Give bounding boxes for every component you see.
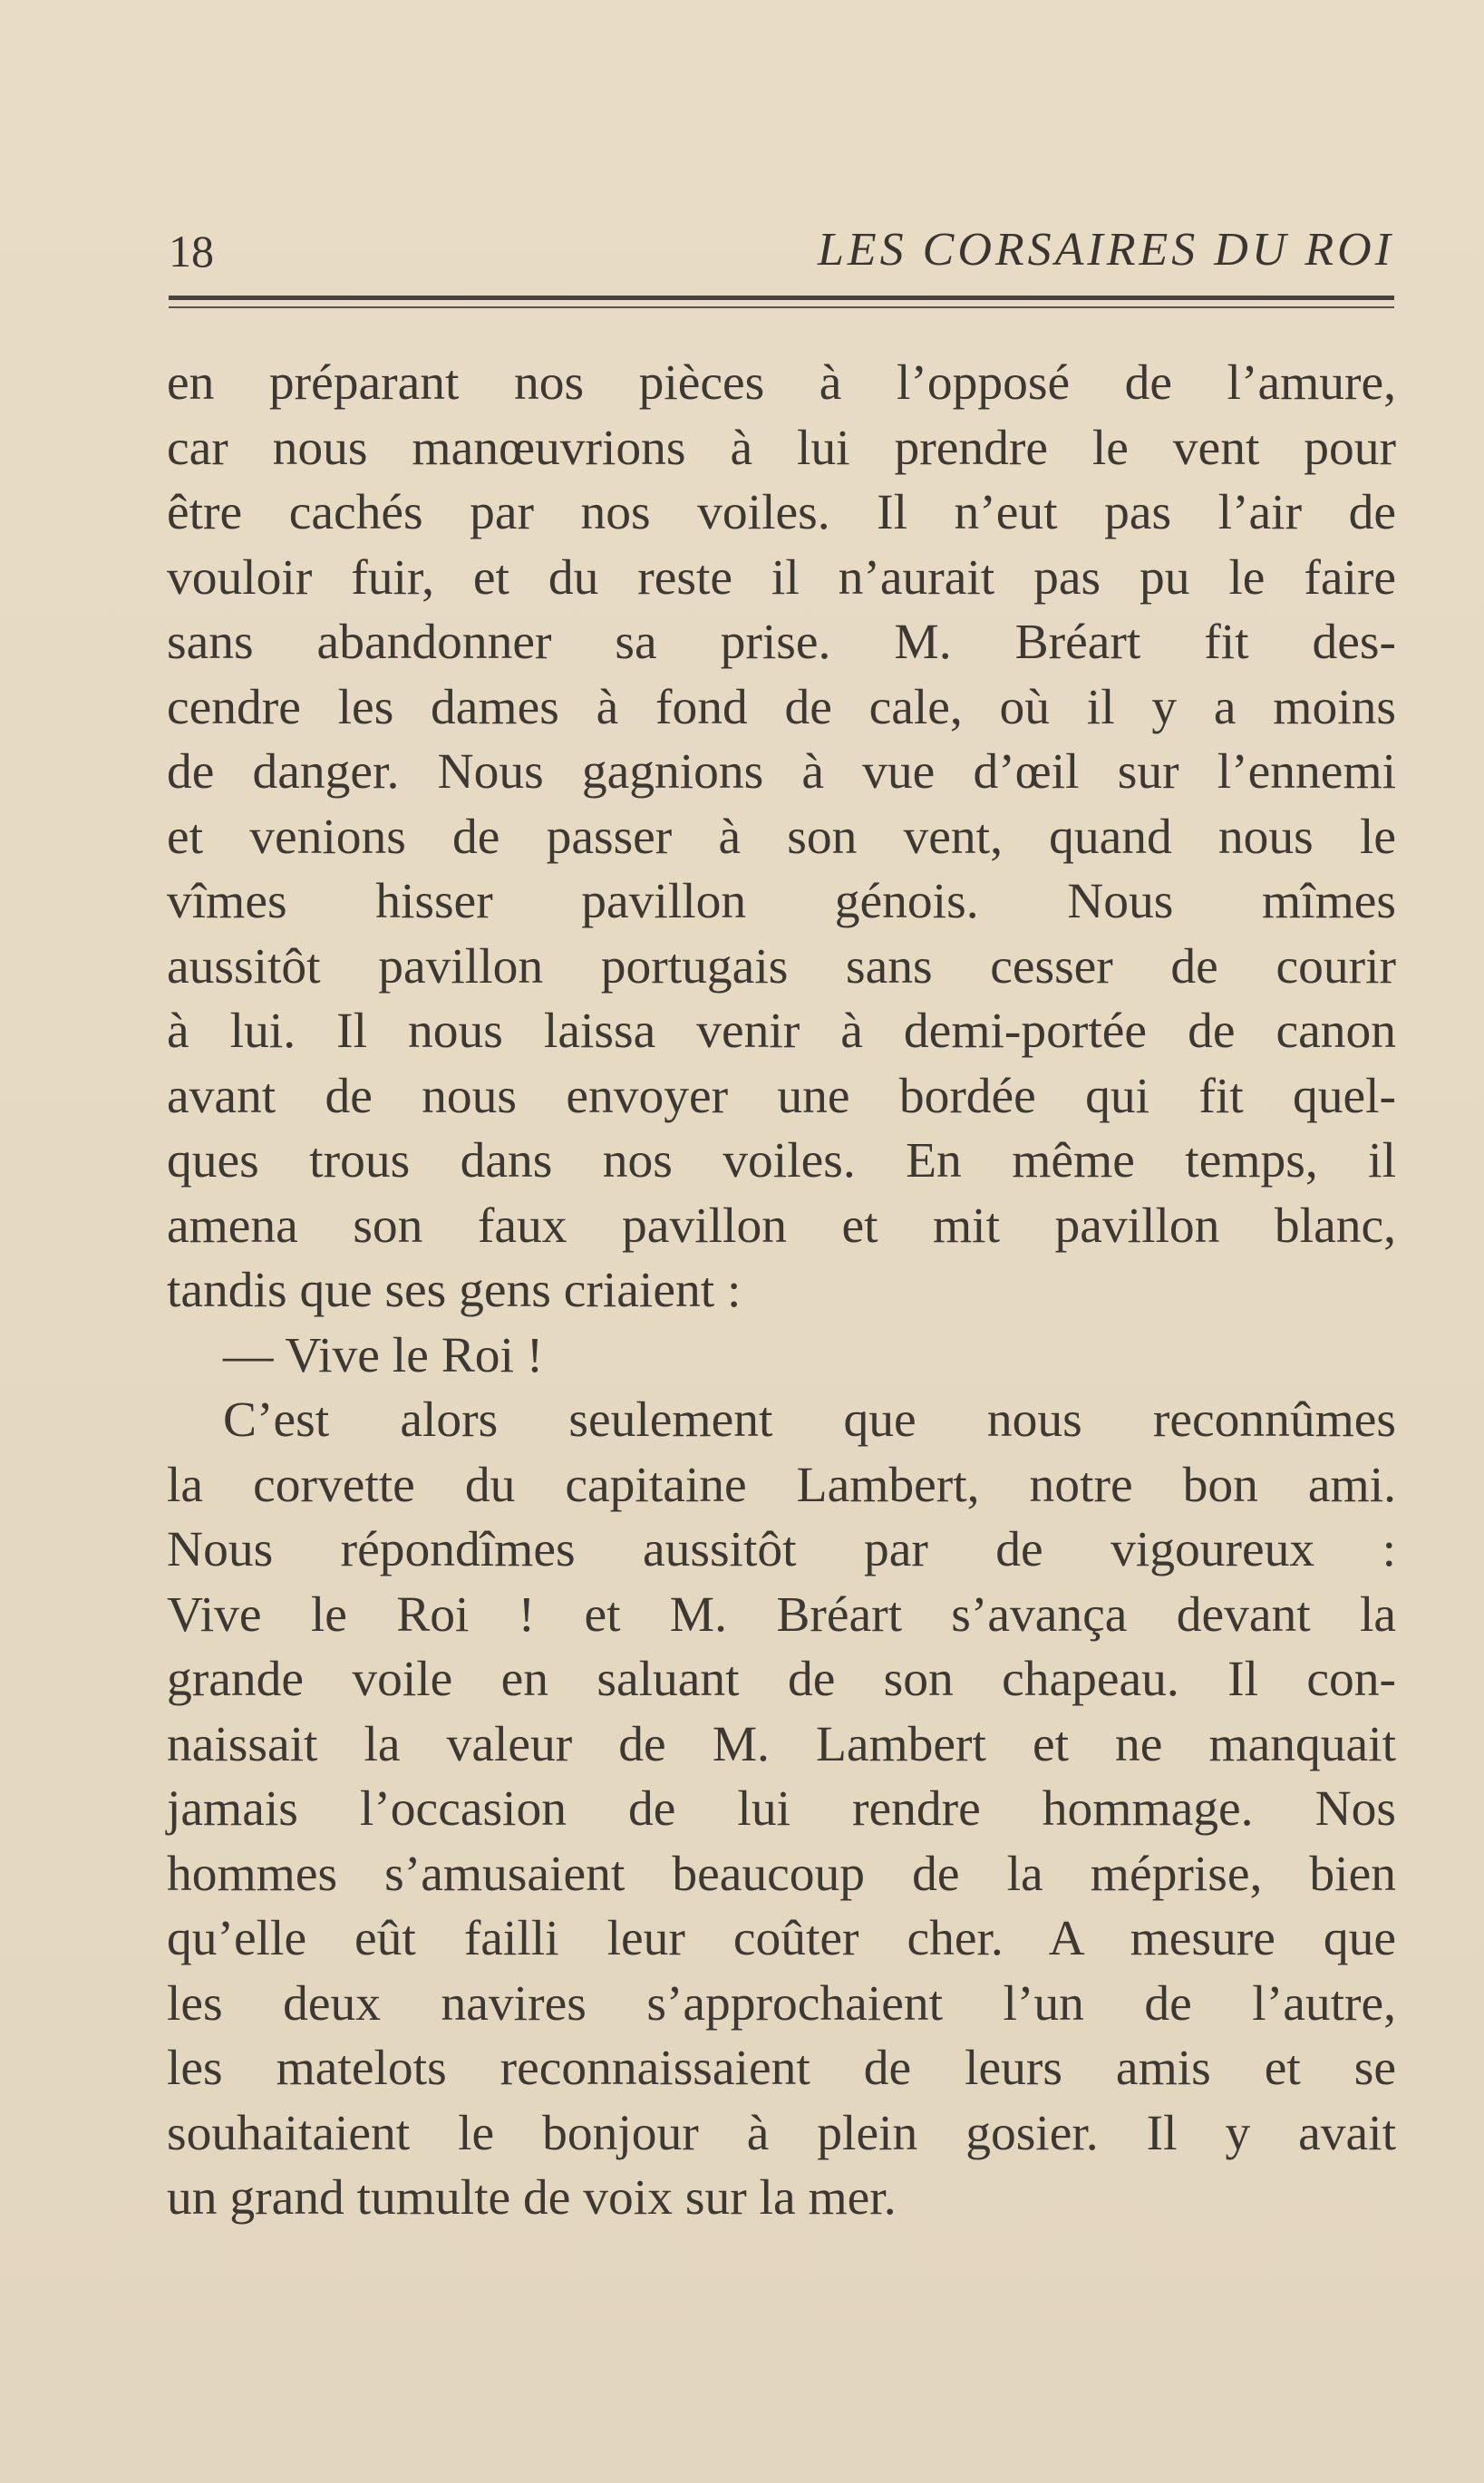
text-line: amena son faux pavillon et mit pavillon blanc, <box>167 1198 1396 1254</box>
text-line: jamais l’occasion de lui rendre hommage. Nos <box>167 1781 1396 1837</box>
text-line: grande voile en saluant de son chapeau. Il con- <box>167 1652 1396 1707</box>
text-line: cendre les dames à fond de cale, où il y a moins <box>167 679 1396 735</box>
text-line: vîmes hisser pavillon génois. Nous mîmes <box>167 874 1396 929</box>
text-line: les matelots reconnaissaient de leurs amis et se <box>167 2041 1396 2096</box>
text-line: les deux navires s’approchaient l’un de l’autre, <box>167 1975 1396 2032</box>
text-line: souhaitaient le bonjour à plein gosier. Il y avait <box>167 2105 1396 2161</box>
text-line: un grand tumulte de voix sur la mer. <box>167 2170 897 2226</box>
running-title: LES CORSAIRES DU ROI <box>817 224 1394 276</box>
text-line: car nous manœuvrions à lui prendre le vent pour <box>167 420 1396 476</box>
text-line: Nous répondîmes aussitôt par de vigoureux : <box>167 1522 1396 1577</box>
text-line: être cachés par nos voiles. Il n’eut pas l’air de <box>167 485 1396 540</box>
text-line: ques trous dans nos voiles. En même temps, il <box>167 1133 1396 1188</box>
dialogue-line: — Vive le Roi ! <box>223 1327 544 1383</box>
text-line: la corvette du capitaine Lambert, notre bon ami. <box>167 1457 1396 1513</box>
text-line: et venions de passer à son vent, quand nous le <box>167 809 1396 865</box>
body-text <box>167 351 1396 2231</box>
text-line: aussitôt pavillon portugais sans cesser de courir <box>167 938 1396 994</box>
text-line: Vive le Roi ! et M. Bréart s’avança devant la <box>167 1586 1396 1643</box>
text-line: naissait la valeur de M. Lambert et ne manquait <box>167 1716 1396 1772</box>
page-number: 18 <box>169 226 214 276</box>
text-line: avant de nous envoyer une bordée qui fit quel- <box>167 1068 1396 1124</box>
text-line: en préparant nos pièces à l’opposé de l’amure, <box>167 355 1396 411</box>
text-line: qu’elle eût failli leur coûter cher. A mesure que <box>167 1911 1396 1966</box>
text-line: tandis que ses gens criaient : <box>167 1263 742 1318</box>
text-line: hommes s’amusaient beaucoup de la méprise, bien <box>167 1846 1396 1902</box>
header-rule-thin <box>169 306 1394 308</box>
text-line: à lui. Il nous laissa venir à demi-portée de canon <box>167 1004 1396 1059</box>
text-line: de danger. Nous gagnions à vue d’œil sur l’ennemi <box>167 744 1396 800</box>
text-line: C’est alors seulement que nous reconnûmes <box>223 1392 1396 1448</box>
text-line: sans abandonner sa prise. M. Bréart fit des- <box>167 615 1396 670</box>
page-header <box>169 216 1394 288</box>
text-line: vouloir fuir, et du reste il n’aurait pas pu le faire <box>167 549 1396 606</box>
header-rule-thick <box>169 296 1394 300</box>
